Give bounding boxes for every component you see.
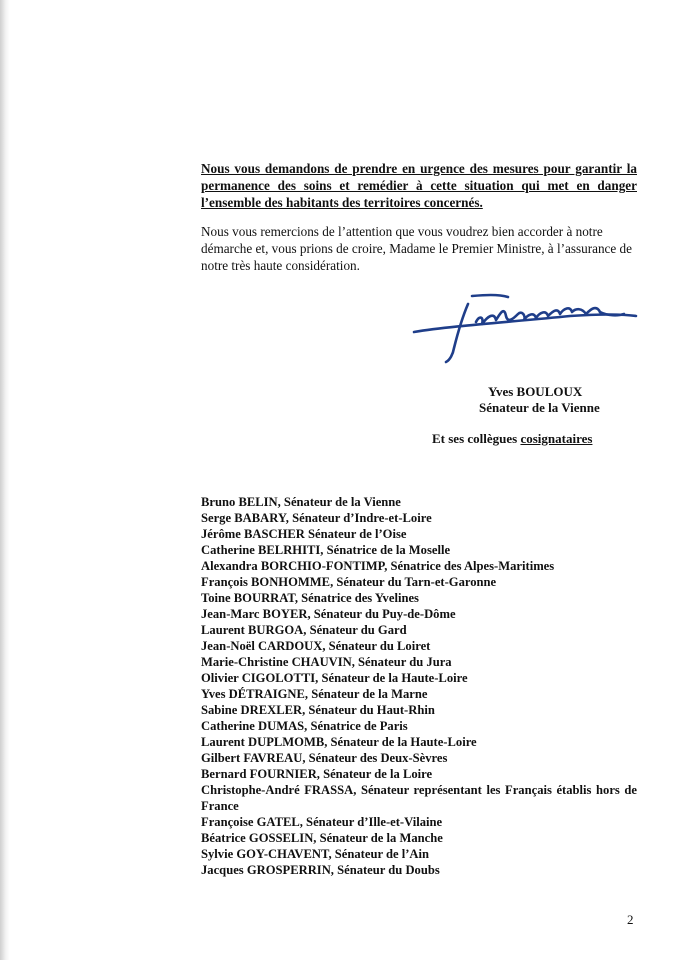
cosign-underlined: cosignataires [520,431,593,446]
list-item: Toine BOURRAT, Sénatrice des Yvelines [201,591,419,605]
list-item: Jean-Marc BOYER, Sénateur du Puy-de-Dôme [201,607,456,621]
list-item: Marie-Christine CHAUVIN, Sénateur du Jura [201,655,452,669]
list-item: Laurent BURGOA, Sénateur du Gard [201,623,407,637]
urgent-request-paragraph: Nous vous demandons de prendre en urgence des mesures pour garantir la permanence des soins et remédier à cette situation qui met en danger l’ensemble des habitants des territoires concernés. [201,161,637,211]
list-item: François BONHOMME, Sénateur du Tarn-et-Garonne [201,575,497,589]
list-item: Jean-Noël CARDOUX, Sénateur du Loiret [201,639,431,653]
handwritten-signature [410,292,640,364]
list-item: Laurent DUPLMOMB, Sénateur de la Haute-Loire [201,735,477,749]
list-item: Béatrice GOSSELIN, Sénateur de la Manche [201,831,443,845]
list-item: Catherine BELRHITI, Sénatrice de la Moselle [201,543,451,557]
list-item: Jérôme BASCHER Sénateur de l’Oise [201,527,407,541]
list-item: Jacques GROSPERRIN, Sénateur du Doubs [201,863,440,877]
cosignatories-heading [432,430,592,447]
list-item: Catherine DUMAS, Sénatrice de Paris [201,719,408,733]
list-item: Olivier CIGOLOTTI, Sénateur de la Haute-Loire [201,671,468,685]
senator-list [201,494,637,878]
signatory-title: Sénateur de la Vienne [479,400,600,415]
list-item: Sylvie GOY-CHAVENT, Sénateur de l’Ain [201,847,429,861]
closing-paragraph: Nous vous remercions de l’attention que vous voudrez bien accorder à notre démarche et, vous prions de croire, Madame le Premier Ministre, à l’assurance de notre très haute considération. [201,224,632,274]
list-item: Sabine DREXLER, Sénateur du Haut-Rhin [201,703,435,717]
list-item: Yves DÉTRAIGNE, Sénateur de la Marne [201,687,428,701]
cosign-prefix: Et ses collègues [432,431,521,446]
list-item: Françoise GATEL, Sénateur d’Ille-et-Vilaine [201,815,443,829]
list-item: Alexandra BORCHIO-FONTIMP, Sénatrice des Alpes-Maritimes [201,559,555,573]
list-item: Serge BABARY, Sénateur d’Indre-et-Loire [201,511,432,525]
list-item: Bruno BELIN, Sénateur de la Vienne [201,495,401,509]
page-number: 2 [627,912,634,927]
signatory-name: Yves BOULOUX [488,384,583,399]
list-item: Gilbert FAVREAU, Sénateur des Deux-Sèvres [201,751,448,765]
page-edge-shadow [0,0,10,960]
list-item: Christophe-André FRASSA, Sénateur représentant les Français établis hors de France [201,783,637,813]
list-item: Bernard FOURNIER, Sénateur de la Loire [201,767,433,781]
